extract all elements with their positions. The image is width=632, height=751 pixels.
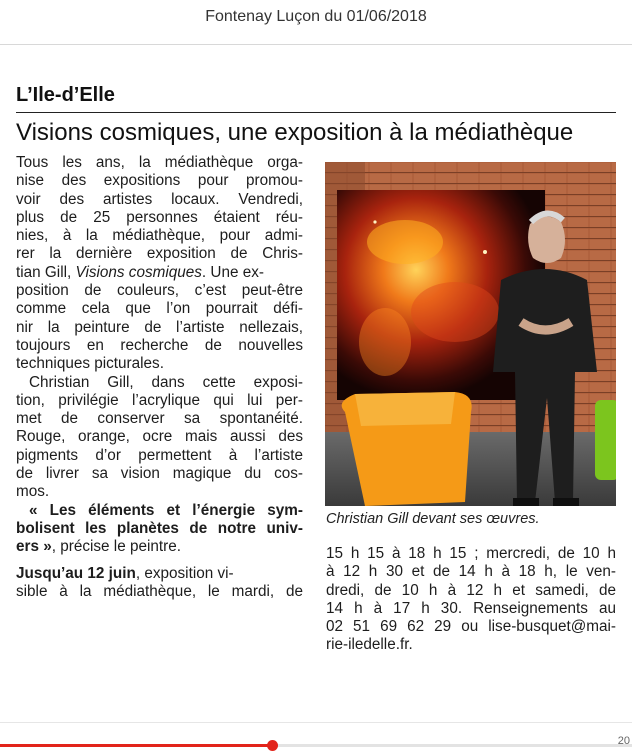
text-line: sible à la médiathèque, le mardi, de bbox=[16, 582, 303, 600]
text-line: 15 h 15 à 18 h 15 ; mercredi, de 10 h bbox=[326, 545, 616, 562]
article-photo bbox=[325, 162, 616, 506]
text-line bbox=[16, 538, 303, 556]
text-line: plus de 25 personnes étaient réu- bbox=[16, 208, 303, 226]
date-highlight: Jusqu’au 12 juin bbox=[16, 564, 136, 582]
text-fragment: . Une ex- bbox=[201, 263, 264, 281]
quote-line: « Les éléments et l’énergie sym- bbox=[29, 501, 303, 519]
text-line: rie-iledelle.fr. bbox=[326, 636, 413, 654]
text-line: voir des artistes locaux. Vendredi, bbox=[16, 190, 303, 208]
progress-handle[interactable] bbox=[267, 740, 278, 751]
text-line bbox=[16, 565, 303, 583]
quote-line: bolisent les planètes de notre univ- bbox=[16, 519, 303, 537]
text-line: tion, privilégie l’acrylique qui lui per- bbox=[16, 391, 303, 409]
text-fragment: , exposition vi- bbox=[135, 564, 234, 582]
text-line: Christian Gill, dans cette exposi- bbox=[29, 373, 303, 391]
text-line: comme cela que l’on pourrait défi- bbox=[16, 300, 303, 318]
text-line: 02 51 69 62 29 ou lise-busquet@mai- bbox=[326, 618, 616, 636]
text-line bbox=[16, 264, 303, 282]
text-line: dredi, de 10 h à 12 h et samedi, de bbox=[326, 581, 616, 599]
text-line: nise des expositions pour promou- bbox=[16, 172, 303, 190]
viewer-controls bbox=[0, 722, 632, 751]
exhibition-title: Visions cosmiques bbox=[75, 263, 202, 281]
photo-caption: Christian Gill devant ses œuvres. bbox=[326, 511, 540, 527]
quote-end: ers » bbox=[16, 538, 52, 556]
text-fragment: , précise le peintre. bbox=[51, 538, 181, 556]
text-line: 14 h à 17 h 30. Renseignements au bbox=[326, 599, 616, 617]
newspaper-header bbox=[0, 0, 632, 45]
text-line: techniques picturales. bbox=[16, 355, 164, 373]
edition-title: Fontenay Luçon du 01/06/2018 bbox=[205, 8, 427, 25]
text-line: toujours en recherche de nouvelles bbox=[16, 336, 303, 354]
text-line: nies, à la médiathèque, pour admi- bbox=[16, 227, 303, 245]
text-line: Rouge, orange, ocre mais aussi des bbox=[16, 428, 303, 446]
text-line: à 12 h 30 et de 14 h à 18 h, le ven- bbox=[326, 563, 616, 581]
text-fragment: tian Gill, bbox=[16, 263, 76, 281]
paragraph-gap bbox=[16, 557, 303, 565]
text-line: Tous les ans, la médiathèque orga- bbox=[16, 154, 303, 171]
text-line: de livrer sa vision magique du cos- bbox=[16, 465, 303, 483]
text-line: met de conserver sa spontanéité. bbox=[16, 410, 303, 428]
text-line: rer la dernière exposition de Chris- bbox=[16, 245, 303, 263]
text-line: nir la peinture de l’artiste nellezais, bbox=[16, 318, 303, 336]
page-number: 20 bbox=[617, 735, 630, 747]
article-headline: Visions cosmiques, une exposition à la médiathèque bbox=[16, 119, 574, 146]
progress-fill bbox=[0, 744, 272, 747]
article-left-column bbox=[16, 154, 303, 601]
text-line: pigments d’or permettent à l’artiste bbox=[16, 446, 303, 464]
article-right-column bbox=[326, 545, 616, 655]
section-rule bbox=[16, 112, 616, 113]
section-title: L’Ile-d’Elle bbox=[16, 84, 115, 106]
photo-artwork bbox=[325, 162, 616, 506]
text-line: mos. bbox=[16, 483, 50, 501]
text-line: position de couleurs, c’est peut-être bbox=[16, 282, 303, 300]
